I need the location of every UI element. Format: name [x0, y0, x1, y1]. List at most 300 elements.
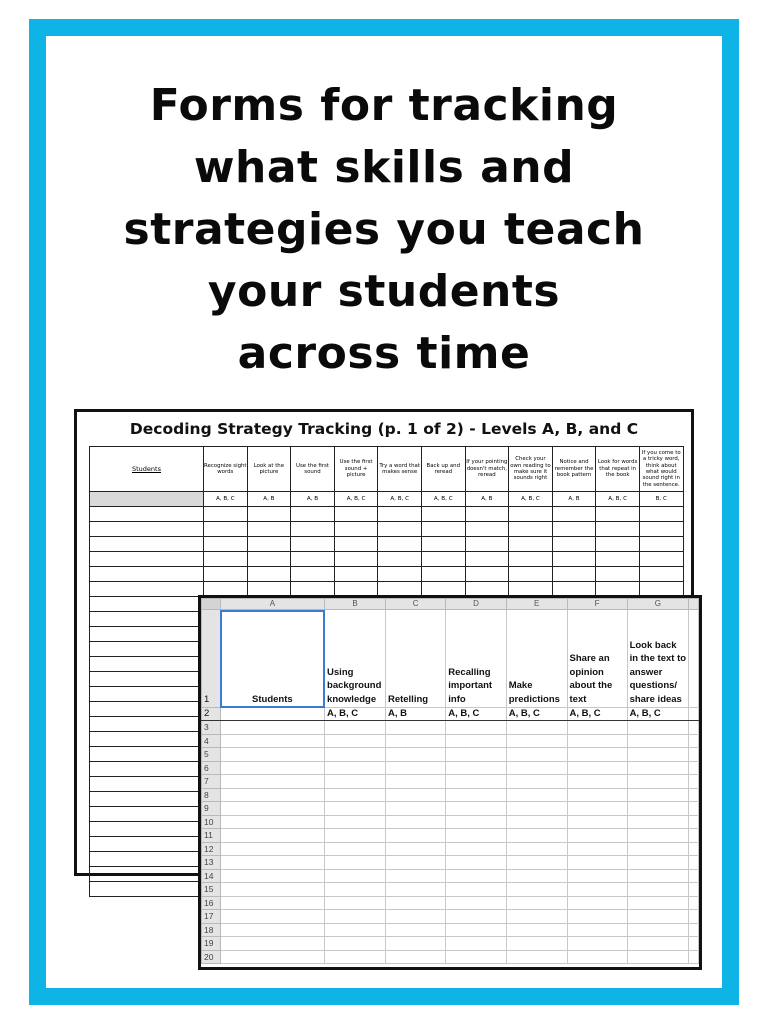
empty-cell: [90, 657, 204, 672]
level-cell: A, B, C: [509, 492, 553, 507]
header-cell[interactable]: Look back in the text to answer questions/ share ideas: [627, 610, 689, 708]
empty-cell: [204, 567, 248, 582]
column-letter[interactable]: B: [325, 599, 386, 610]
headline-line: across time: [237, 328, 531, 379]
empty-cell: [639, 552, 683, 567]
sheet-cell[interactable]: [446, 896, 506, 910]
sheet-cell[interactable]: [385, 734, 445, 748]
strategy-header: Use the first sound + picture: [334, 447, 378, 492]
levels-row: [90, 492, 684, 507]
empty-cell: [291, 537, 335, 552]
sheet-cell[interactable]: [385, 815, 445, 829]
students-header: Students: [90, 447, 204, 492]
row-number[interactable]: 4: [202, 734, 221, 748]
headline-line: what skills and: [193, 142, 575, 193]
sheet-cell[interactable]: [220, 775, 324, 789]
sheet-cell[interactable]: [689, 869, 699, 883]
empty-cell: [90, 867, 204, 882]
sheet-cell[interactable]: [446, 869, 506, 883]
empty-cell: [465, 567, 509, 582]
sheet-cell[interactable]: [627, 815, 689, 829]
sheet-cell[interactable]: [689, 748, 699, 762]
sheet-cell[interactable]: [689, 896, 699, 910]
empty-cell: [90, 762, 204, 777]
sheet-cell[interactable]: [220, 937, 324, 951]
sheet-cell[interactable]: [446, 815, 506, 829]
table-row: [90, 552, 684, 567]
empty-cell: [90, 507, 204, 522]
empty-cell: [204, 522, 248, 537]
empty-cell: [90, 747, 204, 762]
empty-cell: [639, 522, 683, 537]
row-number[interactable]: 9: [202, 802, 221, 816]
row-number[interactable]: 15: [202, 883, 221, 897]
header-cell[interactable]: Retelling: [385, 610, 445, 708]
sheet-cell[interactable]: [325, 910, 386, 924]
sheet-cell[interactable]: [325, 896, 386, 910]
sheet-cell[interactable]: [567, 734, 627, 748]
sheet-cell[interactable]: [567, 869, 627, 883]
row-number[interactable]: 2: [202, 708, 221, 721]
sheet-cell[interactable]: [627, 856, 689, 870]
sheet-cell[interactable]: [627, 923, 689, 937]
sheet-cell[interactable]: [689, 775, 699, 789]
empty-cell: [291, 507, 335, 522]
sheet-cell[interactable]: [220, 721, 324, 735]
sheet-cell[interactable]: [325, 842, 386, 856]
level-cell[interactable]: [220, 708, 324, 721]
row-number[interactable]: 3: [202, 721, 221, 735]
empty-cell: [90, 627, 204, 642]
sheet-cell[interactable]: [627, 883, 689, 897]
sheet-cell[interactable]: [627, 950, 689, 964]
row-number[interactable]: 18: [202, 923, 221, 937]
sheet-cell[interactable]: [446, 950, 506, 964]
empty-cell: [90, 702, 204, 717]
sheet-cell[interactable]: [446, 748, 506, 762]
header-cell[interactable]: Using background knowledge: [325, 610, 386, 708]
sheet-cell[interactable]: [385, 869, 445, 883]
sheet-cell[interactable]: [627, 748, 689, 762]
sheet-cell[interactable]: [567, 896, 627, 910]
sheet-cell[interactable]: [385, 829, 445, 843]
sheet-cell[interactable]: [220, 883, 324, 897]
empty-cell: [596, 522, 640, 537]
empty-cell: [204, 552, 248, 567]
sheet-cell[interactable]: [689, 842, 699, 856]
row-number[interactable]: 8: [202, 788, 221, 802]
sheet-cell[interactable]: [325, 734, 386, 748]
empty-cell: [639, 537, 683, 552]
sheet-cell[interactable]: [220, 734, 324, 748]
sheet-cell[interactable]: [689, 721, 699, 735]
sheet-cell[interactable]: [220, 910, 324, 924]
sheet-cell[interactable]: [689, 815, 699, 829]
sheet-cell[interactable]: [220, 950, 324, 964]
empty-cell: [90, 642, 204, 657]
table-row: [202, 802, 699, 816]
sheet-cell[interactable]: [325, 829, 386, 843]
sheet-cell[interactable]: [627, 842, 689, 856]
row-number[interactable]: 14: [202, 869, 221, 883]
sheet-cell[interactable]: [325, 883, 386, 897]
strategy-header: Look for words that repeat in the book: [596, 447, 640, 492]
sheet-cell[interactable]: [689, 802, 699, 816]
empty-cell: [465, 522, 509, 537]
strategy-header: Back up and reread: [421, 447, 465, 492]
table-row: [202, 788, 699, 802]
sheet-cell[interactable]: [506, 910, 567, 924]
row-number[interactable]: 1: [202, 610, 221, 708]
sheet-cell[interactable]: [689, 829, 699, 843]
empty-cell: [334, 552, 378, 567]
sheet-cell[interactable]: [627, 721, 689, 735]
level-cell: B, C: [639, 492, 683, 507]
empty-cell: [552, 507, 596, 522]
sheet-cell[interactable]: [627, 775, 689, 789]
sheet-cell[interactable]: [567, 842, 627, 856]
sheet-cell[interactable]: [627, 937, 689, 951]
sheet-cell[interactable]: [385, 842, 445, 856]
sheet-cell[interactable]: [385, 761, 445, 775]
empty-cell: [509, 522, 553, 537]
empty-cell: [90, 732, 204, 747]
sheet-cell[interactable]: [567, 937, 627, 951]
sheet-cell[interactable]: [689, 950, 699, 964]
empty-cell: [378, 507, 422, 522]
sheet-cell[interactable]: [567, 829, 627, 843]
sheet-cell[interactable]: [627, 788, 689, 802]
sheet-cell[interactable]: [506, 829, 567, 843]
table-row: [202, 883, 699, 897]
sheet-cell[interactable]: [567, 788, 627, 802]
strategy-header: Use the first sound: [291, 447, 335, 492]
sheet-cell[interactable]: [446, 856, 506, 870]
table-row: [202, 775, 699, 789]
sheet-cell[interactable]: [325, 937, 386, 951]
column-letter[interactable]: F: [567, 599, 627, 610]
row-number[interactable]: 6: [202, 761, 221, 775]
sheet-cell[interactable]: [446, 937, 506, 951]
level-cell[interactable]: A, B, C: [325, 708, 386, 721]
empty-cell: [90, 837, 204, 852]
sheet-cell[interactable]: [385, 802, 445, 816]
sheet-cell[interactable]: [506, 842, 567, 856]
sheet-cell[interactable]: [506, 775, 567, 789]
header-cell[interactable]: Recalling important info: [446, 610, 506, 708]
sheet-cell[interactable]: [567, 910, 627, 924]
sheet-cell[interactable]: [446, 721, 506, 735]
sheet-cell[interactable]: [446, 923, 506, 937]
sheet-cell[interactable]: [567, 721, 627, 735]
sheet-cell[interactable]: [506, 761, 567, 775]
sheet-cell[interactable]: [567, 761, 627, 775]
sheet-cell[interactable]: [220, 829, 324, 843]
level-cell[interactable]: A, B: [385, 708, 445, 721]
sheet-cell[interactable]: [689, 923, 699, 937]
sheet-cell[interactable]: [627, 896, 689, 910]
empty-cell: [334, 522, 378, 537]
empty-cell: [90, 597, 204, 612]
sheet-cell[interactable]: [446, 734, 506, 748]
sheet-cell[interactable]: [446, 802, 506, 816]
header-cell[interactable]: Share an opinion about the text: [567, 610, 627, 708]
table-row: [202, 910, 699, 924]
level-cell: A, B, C: [596, 492, 640, 507]
sheet-cell[interactable]: [567, 856, 627, 870]
empty-cell: [509, 567, 553, 582]
column-letter[interactable]: C: [385, 599, 445, 610]
empty-cell: [596, 537, 640, 552]
empty-cell: [552, 537, 596, 552]
level-cell[interactable]: A, B, C: [446, 708, 506, 721]
table-row: [202, 761, 699, 775]
empty-cell: [639, 507, 683, 522]
row-number[interactable]: 11: [202, 829, 221, 843]
shaded-cell: [90, 492, 204, 507]
sheet-cell[interactable]: [325, 721, 386, 735]
sheet-cell[interactable]: [385, 923, 445, 937]
sheet-cell[interactable]: [506, 856, 567, 870]
sheet-cell[interactable]: [627, 734, 689, 748]
sheet-cell[interactable]: [446, 829, 506, 843]
empty-cell: [378, 567, 422, 582]
sheet-cell[interactable]: [385, 937, 445, 951]
sheet-cell[interactable]: [627, 829, 689, 843]
row-number[interactable]: 16: [202, 896, 221, 910]
strategy-header: Check your own reading to make sure it sounds right: [509, 447, 553, 492]
empty-cell: [90, 672, 204, 687]
sheet-cell[interactable]: [220, 923, 324, 937]
strategy-header: Notice and remember the book pattern: [552, 447, 596, 492]
strategy-header: Recognize sight words: [204, 447, 248, 492]
sheet-cell[interactable]: [325, 761, 386, 775]
row-number[interactable]: 13: [202, 856, 221, 870]
sheet-cell[interactable]: [220, 788, 324, 802]
sheet-cell[interactable]: [385, 910, 445, 924]
empty-cell: [247, 552, 291, 567]
headline-line: Forms for tracking: [149, 80, 619, 131]
level-cell[interactable]: A, B, C: [627, 708, 689, 721]
sheet-cell[interactable]: [385, 748, 445, 762]
level-cell[interactable]: A, B, C: [567, 708, 627, 721]
sheet-cell[interactable]: [446, 910, 506, 924]
sheet-cell[interactable]: [325, 869, 386, 883]
strategy-header: If your pointing doesn't match, reread: [465, 447, 509, 492]
empty-cell: [90, 537, 204, 552]
level-cell: A, B, C: [421, 492, 465, 507]
header-cell[interactable]: Students: [220, 610, 324, 708]
sheet-cell[interactable]: [446, 761, 506, 775]
sheet-cell[interactable]: [689, 937, 699, 951]
sheet-cell[interactable]: [689, 761, 699, 775]
sheet-cell[interactable]: [446, 883, 506, 897]
row-number[interactable]: 12: [202, 842, 221, 856]
header-cell[interactable]: [689, 610, 699, 708]
empty-cell: [90, 552, 204, 567]
sheet-cell[interactable]: [689, 856, 699, 870]
sheet-cell[interactable]: [627, 802, 689, 816]
row-number[interactable]: 19: [202, 937, 221, 951]
sheet-cell[interactable]: [567, 775, 627, 789]
empty-cell: [204, 537, 248, 552]
sheet-cell[interactable]: [627, 869, 689, 883]
level-cell: A, B, C: [334, 492, 378, 507]
empty-cell: [465, 552, 509, 567]
table-row: [202, 829, 699, 843]
empty-cell: [334, 507, 378, 522]
sheet-cell[interactable]: [385, 775, 445, 789]
sheet-cell[interactable]: [689, 788, 699, 802]
level-cell[interactable]: A, B, C: [506, 708, 567, 721]
sheet-cell[interactable]: [385, 950, 445, 964]
sheet-cell[interactable]: [689, 734, 699, 748]
sheet-cell[interactable]: [567, 883, 627, 897]
sheet-cell[interactable]: [220, 815, 324, 829]
sheet-cell[interactable]: [506, 869, 567, 883]
sheet-cell[interactable]: [446, 842, 506, 856]
empty-cell: [378, 522, 422, 537]
sheet-cell[interactable]: [506, 896, 567, 910]
empty-cell: [465, 507, 509, 522]
sheet-cell[interactable]: [567, 802, 627, 816]
sheet-cell[interactable]: [627, 761, 689, 775]
empty-cell: [552, 552, 596, 567]
sheet-cell[interactable]: [325, 775, 386, 789]
table-row: [90, 537, 684, 552]
headline-line: strategies you teach: [123, 204, 645, 255]
empty-cell: [90, 822, 204, 837]
empty-cell: [421, 552, 465, 567]
empty-cell: [247, 537, 291, 552]
levels-row: [202, 708, 699, 721]
table-row: [90, 567, 684, 582]
table-row: [202, 842, 699, 856]
select-all-corner[interactable]: [202, 599, 221, 610]
sheet-cell[interactable]: [567, 950, 627, 964]
sheet-cell[interactable]: [506, 802, 567, 816]
sheet-cell[interactable]: [385, 721, 445, 735]
sheet-cell[interactable]: [385, 788, 445, 802]
sheet-cell[interactable]: [325, 856, 386, 870]
sheet-cell[interactable]: [325, 815, 386, 829]
sheet-cell[interactable]: [506, 788, 567, 802]
column-letter[interactable]: D: [446, 599, 506, 610]
table-row: [90, 507, 684, 522]
empty-cell: [291, 552, 335, 567]
empty-cell: [90, 687, 204, 702]
empty-cell: [291, 522, 335, 537]
sheet-cell[interactable]: [567, 923, 627, 937]
sheet-cell[interactable]: [506, 937, 567, 951]
row-number[interactable]: 17: [202, 910, 221, 924]
sheet-cell[interactable]: [627, 910, 689, 924]
row-number[interactable]: 20: [202, 950, 221, 964]
empty-cell: [334, 537, 378, 552]
sheet-cell[interactable]: [325, 788, 386, 802]
sheet-cell[interactable]: [325, 923, 386, 937]
row-number[interactable]: 7: [202, 775, 221, 789]
sheet-cell[interactable]: [325, 950, 386, 964]
sheet-cell[interactable]: [506, 734, 567, 748]
empty-cell: [90, 522, 204, 537]
level-cell[interactable]: [689, 708, 699, 721]
level-cell: A, B: [465, 492, 509, 507]
sheet-cell[interactable]: [220, 842, 324, 856]
empty-cell: [552, 522, 596, 537]
column-letter[interactable]: G: [627, 599, 689, 610]
level-cell: A, B: [247, 492, 291, 507]
sheet-cell[interactable]: [446, 775, 506, 789]
empty-cell: [204, 507, 248, 522]
spreadsheet-grid: [201, 598, 699, 964]
empty-cell: [509, 507, 553, 522]
sheet-cell[interactable]: [506, 721, 567, 735]
sheet-cell[interactable]: [506, 883, 567, 897]
column-letter[interactable]: [689, 599, 699, 610]
empty-cell: [639, 567, 683, 582]
header-cell[interactable]: Make predictions: [506, 610, 567, 708]
empty-cell: [421, 537, 465, 552]
level-cell: A, B, C: [204, 492, 248, 507]
sheet-cell[interactable]: [385, 856, 445, 870]
empty-cell: [596, 507, 640, 522]
sheet-cell[interactable]: [220, 869, 324, 883]
sheet-cell[interactable]: [220, 748, 324, 762]
level-cell: A, B, C: [378, 492, 422, 507]
empty-cell: [90, 582, 204, 597]
sheet-cell[interactable]: [567, 815, 627, 829]
empty-cell: [291, 567, 335, 582]
empty-cell: [90, 612, 204, 627]
sheet-cell[interactable]: [325, 802, 386, 816]
empty-cell: [552, 567, 596, 582]
table-row: [202, 734, 699, 748]
sheet-cell[interactable]: [220, 802, 324, 816]
table-row: [202, 721, 699, 735]
sheet-cell[interactable]: [506, 815, 567, 829]
sheet-cell[interactable]: [506, 950, 567, 964]
column-letter[interactable]: E: [506, 599, 567, 610]
spreadsheet-sheet: [198, 595, 702, 970]
column-letter[interactable]: A: [220, 599, 324, 610]
sheet-cell[interactable]: [220, 761, 324, 775]
row-number[interactable]: 10: [202, 815, 221, 829]
column-header-row: [202, 599, 699, 610]
sheet-cell[interactable]: [385, 883, 445, 897]
sheet-cell[interactable]: [506, 748, 567, 762]
empty-cell: [90, 777, 204, 792]
sheet-cell[interactable]: [325, 748, 386, 762]
row-number[interactable]: 5: [202, 748, 221, 762]
sheet-cell[interactable]: [689, 910, 699, 924]
sheet-cell[interactable]: [446, 788, 506, 802]
table-row: [202, 856, 699, 870]
sheet-cell[interactable]: [220, 856, 324, 870]
sheet-cell[interactable]: [220, 896, 324, 910]
empty-cell: [509, 537, 553, 552]
sheet-cell[interactable]: [506, 923, 567, 937]
empty-cell: [596, 567, 640, 582]
sheet-cell[interactable]: [567, 748, 627, 762]
empty-cell: [90, 792, 204, 807]
headline-line: your students: [207, 266, 561, 317]
sheet-cell[interactable]: [385, 896, 445, 910]
empty-cell: [90, 717, 204, 732]
header-row: [202, 610, 699, 708]
strategy-header: Look at the picture: [247, 447, 291, 492]
sheet-cell[interactable]: [689, 883, 699, 897]
